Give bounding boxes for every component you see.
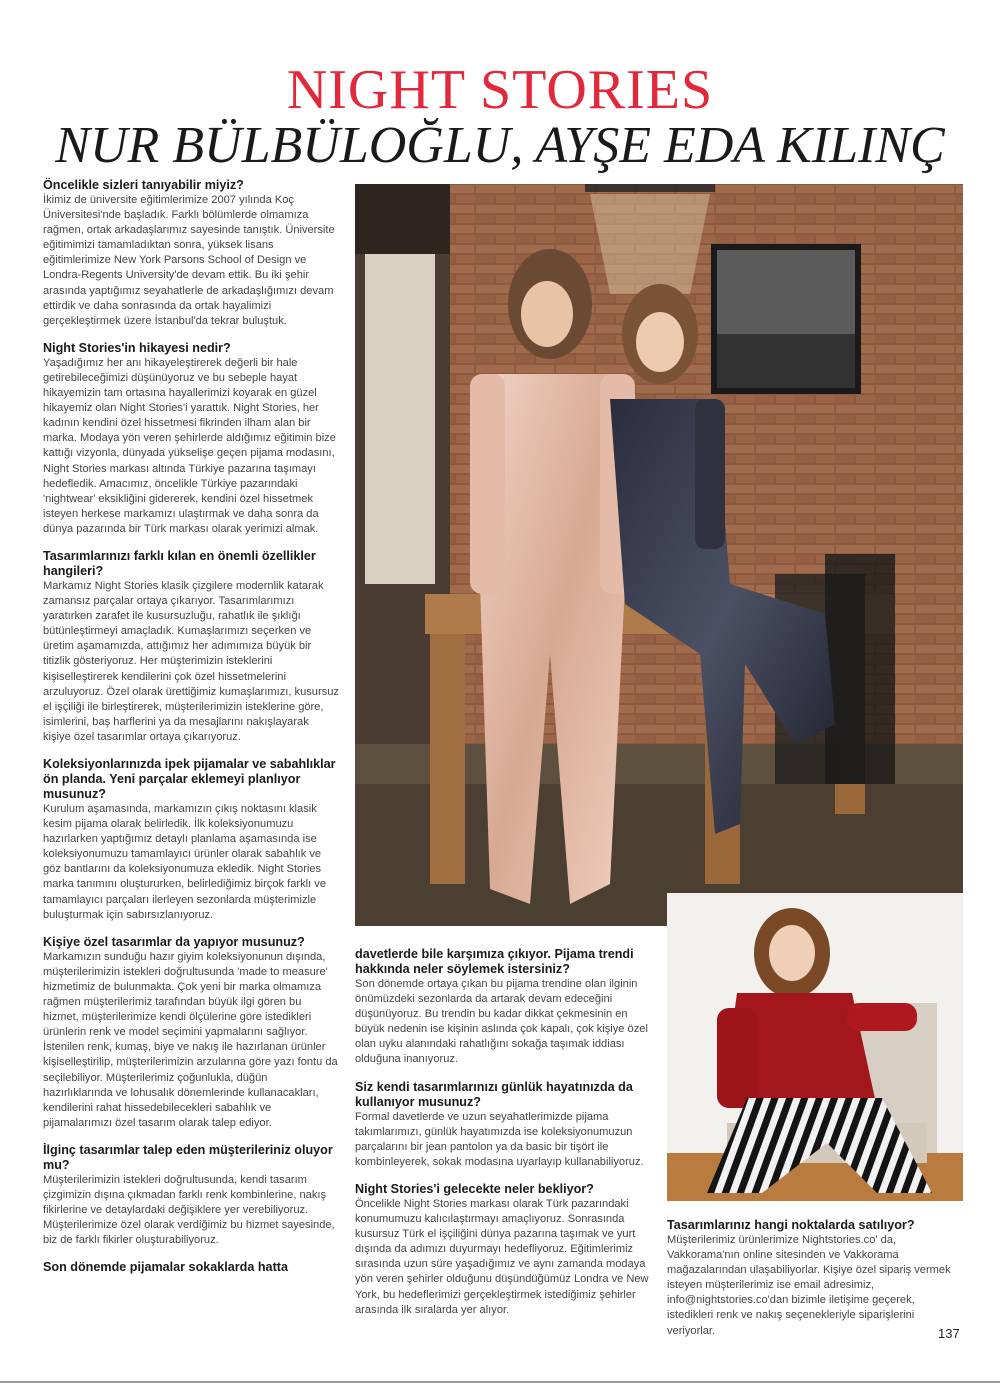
question-4: Koleksiyonlarınızda ipek pijamalar ve sabahlıklar ön planda. Yeni parçalar eklemeyi planlıyor musunuz?	[43, 757, 336, 801]
answer-5: Markamızın sunduğu hazır giyim koleksiyonunun dışında, müşterilerimizin istekleri doğrultusunda 'made to measure' hizmetimiz de bulunmakta. Çok yeni bir marka olmamıza rağmen müşterilerimiz tarafından büyük ilgi gören bu hizmet, müşterilerimize kendi ölçülerine göre istedikleri ürünlerin renk ve model seçimini yapmalarını sağlıyor. İstenilen renk, kumaş, biye ve nakış ile hazırlanan ürünler kişiselleştirilip, müşterilerimizin arzularına göre yazı fontu da seçilebiliyor. Müşterilerimiz çoğunlukla, düğün hazırlıklarında ve lohusalık dönemlerinde kullanacakları, kendilerini rahat hissedebilecekleri sabahlık ve pijamalarımızı özel tasarım olarak talep ediyor.	[43, 950, 338, 1129]
page-number: 137	[938, 1326, 960, 1341]
answer-6: Müşterilerimizin istekleri doğrultusunda, kendi tasarım çizgimizin dışına çıkmadan farklı renk kombinlerine, nakış fikirlerine ve detaylardaki değişiklere yer verebiliyoruz. Müşterilerimize özel olarak verdiğimiz bu hizmet sayesinde, biz de farklı fikirler oluşturabiliyoruz.	[43, 1173, 335, 1247]
question-2: Night Stories'in hikayesi nedir?	[43, 340, 231, 355]
answer-4: Kurulum aşamasında, markamızın çıkış noktasını klasik kesim pijama olarak belirledik. İlk koleksiyonumuzu hazırlarken yaptığımız detaylı planlama aşamasında ise koleksiyonumuzu tamamlayıcı ürünler olarak sabahlık ve göz bantlarını da koleksiyonumuza ekledik. Night Stories marka tanımını oluştururken, belirlediğimiz birçok farklı ve tamamlayıcı parçaları ilerleyen sezonlarda müşterimizle buluşturmak için sabırsızlanıyoruz.	[43, 803, 326, 921]
answer-7: Son dönemde ortaya çıkan bu pijama trendine olan ilginin önümüzdeki sezonlarda da artarak devam edeceğini düşünüyoruz. Bu trendin bu kadar dikkat çekmesinin en büyük nedenin ise kişinin aslında çok kapalı, çok kişiye özel olan uyku alanındaki rahatlığını sokağa taşımak iddiası olduğuna inanıyoruz.	[355, 978, 648, 1066]
article-column-1	[43, 178, 339, 1275]
question-8: Siz kendi tasarımlarınızı günlük hayatınızda da kullanıyor musunuz?	[355, 1079, 633, 1109]
question-6: İlginç tasarımlar talep eden müşterileriniz oluyor mu?	[43, 1142, 333, 1172]
article-column-3	[667, 1218, 957, 1351]
question-7-continued: davetlerde bile karşımıza çıkıyor. Pijama trendi hakkında neler söylemek istersiniz?	[355, 947, 634, 976]
answer-3: Markamız Night Stories klasik çizgilere modernlik katarak zamansız parçalar ortaya çıkarıyor. Tasarımlarımızı yaratırken zarafet ile kusursuzluğu, rahatlık ile şıklığı bütünleştirmeyi amaçladık. Kumaşlarımızı seçerken ve üretim aşamamızda, attığımız her adımımıza büyük bir titizlik gösteriyoruz. Her müşterimizin isteklerini kişiselleştirerek kendilerini çok özel hissetmelerini arzuluyoruz. Özel olarak ürettiğimiz kumaşlarımızı, kusursuz el işçiliği ile birleştirerek, müşterilerimizin isteklerine göre, isimlerini, baş harflerini ya da mesajlarını nakışlayarak kişiye özel tasarımlar ortaya çıkarıyoruz.	[43, 579, 339, 743]
answer-10: Müşterilerimiz ürünlerimize Nightstories.co' da, Vakkorama'nın online sitesinden ve Vakkorama mağazalarından ulaşabiliyorlar. Kişiye özel sipariş vermek isteyen müşterilerimiz ise email adresimiz, info@nightstories.co'dan bizimle iletişime geçerek, istedikleri renk ve nakış seçenekleriyle siparişlerini veriyorlar.	[667, 1234, 951, 1337]
answer-1: İkimiz de üniversite eğitimlerimize 2007 yılında Koç Üniversitesi'nde başladık. Farklı bölümlerde olmamıza rağmen, ortak arkadaşlarımız sayesinde tanıştık. Üniversite eğitimimizi tamamladıktan sonra, yüksek lisans eğitimlerimize New York Parsons School of Design ve Londra-Regents University'de devam ettik. Bu iki şehir arasında yaptığımız seyahatlerle de arkadaşlığımızı devam ettirdik ve daha sonrasında da ortak hayalimizi gerçekleştirmek üzere İstanbul'da tekrar buluştuk.	[43, 194, 335, 327]
main-photo	[355, 184, 963, 926]
question-5: Kişiye özel tasarımlar da yapıyor musunuz?	[43, 934, 305, 949]
answer-9: Öncelikle Night Stories markası olarak Türk pazarındaki konumumuzu kalıcılaştırmayı amaçlıyoruz. Sonrasında kusursuz Türk el işçiliğini dünya pazarına taşımak ve yurt dışında da adımızı duyurmayı hedefliyoruz. Eğitimlerimiz sırasında uzun süre yaşadığımız ve aynı zamanda modaya yön veren şehirler olduğunu düşündüğümüz Londra ve New York, bu hedeflerimizi gerçekleştirmek istediğimiz şehirler arasında ilk sıralarda yer alıyor.	[355, 1197, 649, 1316]
bottom-rule	[0, 1381, 1000, 1383]
question-10: Tasarımlarınız hangi noktalarda satılıyor?	[667, 1218, 915, 1232]
magazine-title: NIGHT STORIES	[286, 59, 714, 121]
article-column-2	[355, 947, 651, 1330]
question-3: Tasarımlarınızı farklı kılan en önemli özellikler hangileri?	[43, 548, 316, 578]
secondary-photo	[667, 893, 963, 1201]
question-7-start: Son dönemde pijamalar sokaklarda hatta	[43, 1260, 288, 1275]
secondary-photo-illustration	[667, 893, 963, 1201]
question-1: Öncelikle sizleri tanıyabilir miyiz?	[43, 178, 244, 192]
answer-2: Yaşadığımız her anı hikayeleştirerek değerli bir hale getirebileceğimizi düşünüyoruz ve bu sebeple hayat hikayemizin tam ortasına hayallerimizi koyarak en güzel hikayemiz olan Night Stories'i yarattık. Night Stories, her kadının kendini özel hissetmesi fikrinden ilham alan bir marka. Modaya yön veren şehirlerde aldığımız eğitimin bize kattığı vizyonla, dünyada yükselişe geçen pijama modasını, Night Stories markası altında Türkiye pazarına taşımayı hedefledik. Amacımız, öncelikle Türkiye pazarındaki 'nightwear' eksikliğini gidererek, kendini özel hissetmek isteyen herkese markamızı ulaştırmak ve daha sonra da dünya pazarında bir Türk markası olarak yerimizi almak.	[43, 356, 336, 535]
main-photo-illustration	[355, 184, 963, 926]
interview-subjects: NUR BÜLBÜLOĞLU, AYŞE EDA KILINÇ	[55, 117, 945, 174]
question-9: Night Stories'i gelecekte neler bekliyor?	[355, 1181, 594, 1196]
answer-8: Formal davetlerde ve uzun seyahatlerimizde pijama takımlarımızı, günlük hayatımızda ise koleksiyonumuzun parçalarını bir jean pantolon ya da basic bir tişört ile kombinleyerek, sokak modasına uyarlayıp kullanabiliyoruz.	[355, 1110, 644, 1168]
